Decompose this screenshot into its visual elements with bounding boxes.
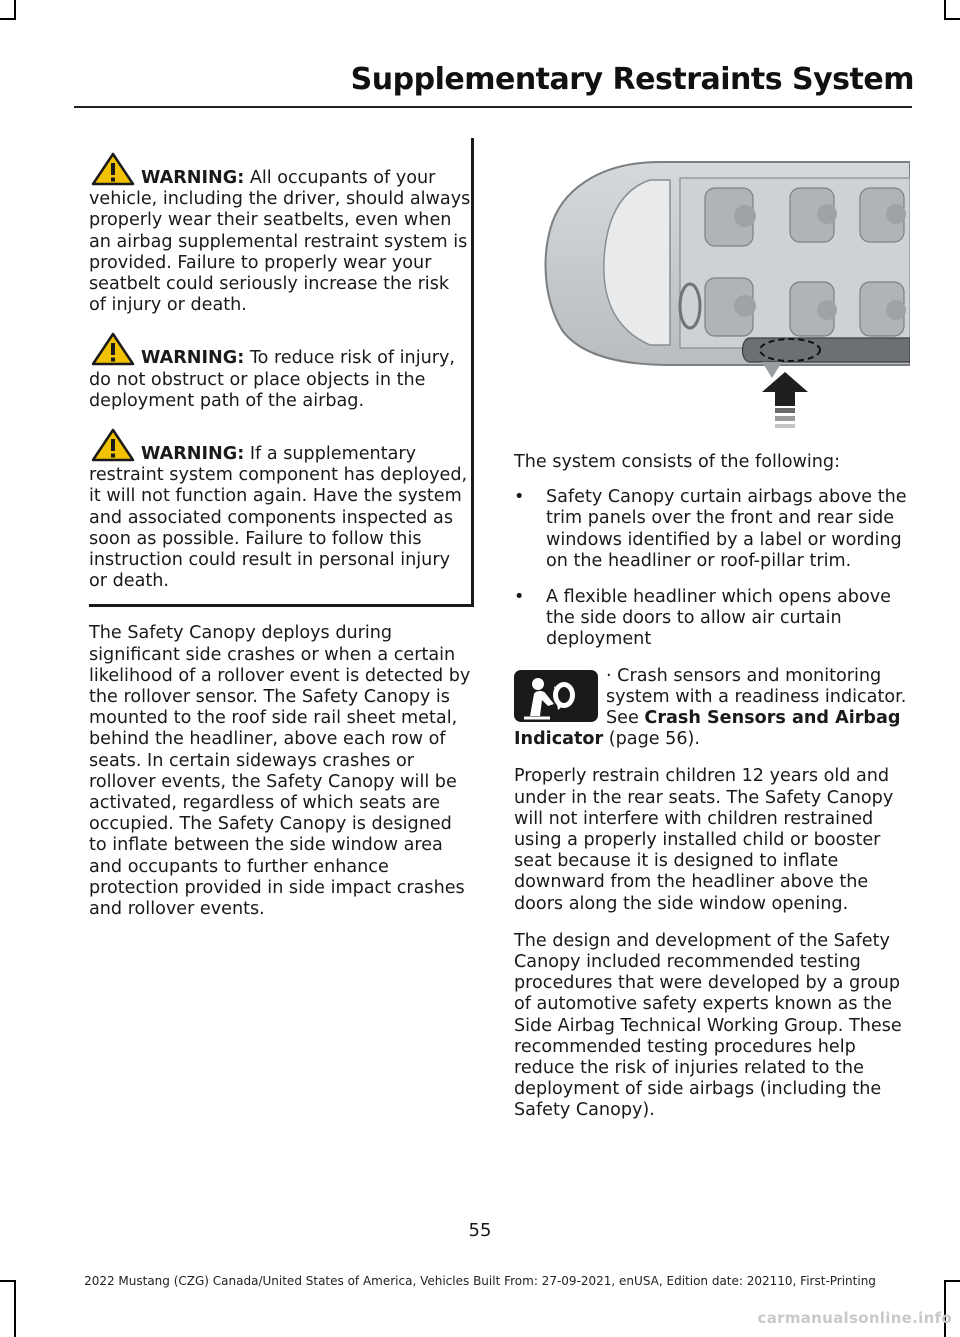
crash-sensors-link[interactable]: Crash Sensors and Airbag Indicator: [514, 708, 901, 750]
crash-sensor-item: [514, 666, 910, 751]
crop-mark: [944, 18, 960, 20]
up-arrow-icon: [762, 372, 808, 428]
warning-label: WARNING:: [141, 348, 245, 369]
warning-box: [89, 138, 474, 607]
warning-1: [89, 138, 471, 316]
footer-text: 2022 Mustang (CZG) Canada/United States of America, Vehicles Built From: 27-09-2021, enUSA, Edition date: 202110, First-Printing: [84, 1274, 876, 1288]
bullet-dot: •: [514, 487, 525, 508]
warning-triangle-icon: [91, 152, 135, 186]
child-restraint-paragraph: Properly restrain children 12 years old and under in the rear seats. The Safety Canopy will not interfere with children restrained using a properly installed child or booster seat because it is designed to inflate downward from the headliner above the doors along the side window opening.: [514, 766, 894, 914]
crop-mark: [14, 0, 16, 20]
header-rule: [74, 106, 912, 108]
vehicle-airbag-illustration: [540, 150, 910, 440]
warning-triangle-icon: [91, 428, 135, 462]
safety-canopy-paragraph: The Safety Canopy deploys during significant side crashes or when a certain likelihood of a rollover event is detected by the rollover sensor. The Safety Canopy is mounted to the roof side rail sheet metal, behind the headliner, above each row of seats. In certain sideways crashes or rollover events, the Safety Canopy will be activated, regardless of which seats are occupied. The Safety Canopy is designed to inflate between the side window area and occupants to further enhance protection provided in side impact crashes and rollover events.: [89, 623, 471, 920]
warning-3: [89, 428, 471, 592]
warning-triangle-icon: [91, 332, 135, 366]
bullet-text: Safety Canopy curtain airbags above the trim panels over the front and rear side windows identified by a label or wording on the headliner or roof-pillar trim.: [546, 487, 907, 571]
crop-mark: [944, 0, 946, 20]
crop-mark: [0, 18, 16, 20]
warning-text: All occupants of your vehicle, including the driver, should always properly wear their seatbelts, even when an airbag supplemental restraint system is provided. Failure to properly wear your seatbelt could seriously increase the risk of injury or death.: [89, 168, 471, 316]
warning-label: WARNING:: [141, 168, 245, 188]
warning-text: If a supplementary restraint system component has deployed, it will not function again. Have the system and associated components inspected as soon as possible. Failure to follow this instruction could result in personal injury or death.: [89, 444, 468, 592]
crash-sensor-text: · Crash sensors and monitoring system with a readiness indicator. See: [606, 665, 907, 729]
testing-paragraph: The design and development of the Safety Canopy included recommended testing procedures that were developed by a group of automotive safety experts known as the Side Airbag Technical Working Group. These recommended testing procedures help reduce the risk of injuries related to the deployment of side airbags (including the Safety Canopy).: [514, 930, 902, 1121]
crop-mark: [14, 1280, 16, 1337]
bullet-dot: •: [514, 587, 525, 608]
component-list: [514, 487, 910, 650]
list-item: [514, 487, 910, 572]
warning-label: WARNING:: [141, 444, 245, 465]
left-column: [89, 138, 474, 936]
right-column: [514, 452, 910, 1138]
page-title: Supplementary Restraints System: [350, 62, 914, 97]
bullet-text: A flexible headliner which opens above the side doors to allow air curtain deployment: [546, 587, 891, 650]
page-number: 55: [468, 1220, 492, 1241]
system-intro: The system consists of the following:: [514, 452, 841, 472]
warning-text: To reduce risk of injury, do not obstruct or place objects in the deployment path of the airbag.: [89, 348, 455, 411]
warning-2: [89, 332, 471, 412]
watermark: carmanualsonline.info: [757, 1309, 952, 1327]
page-reference: (page 56).: [603, 729, 701, 750]
list-item: [514, 587, 910, 651]
airbag-indicator-icon: [514, 670, 598, 722]
